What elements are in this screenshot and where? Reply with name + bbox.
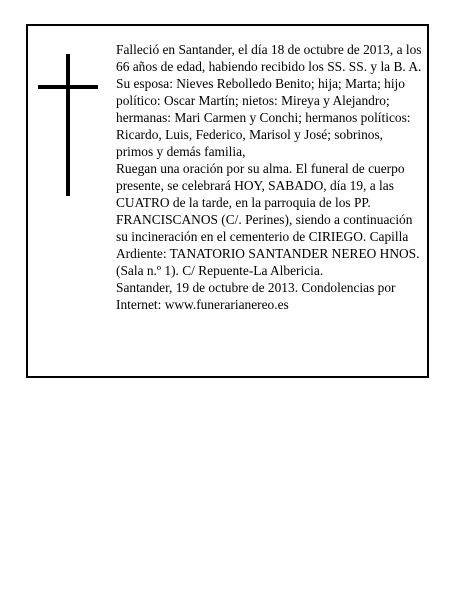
funeral-details-paragraph: Ruegan una oración por su alma. El funeral de cuerpo presente, se celebrará HOY, SABADO, día 19, a las CUATRO de la tarde, en la parroquia de los PP. FRANCISCANOS (C/. Perines), siendo a continuación su incineración en el cementerio de CIRIEGO. Capilla Ardiente: TANATORIO SANTANDER NEREO HNOS. (Sala n.º 1). C/ Repuente-La Albericia.: [116, 161, 420, 278]
death-announcement-paragraph: Falleció en Santander, el día 18 de octubre de 2013, a los 66 años de edad, habiendo recibido los SS. SS. y la B. A.: [116, 42, 422, 74]
obituary-notice: [26, 24, 429, 378]
date-condolences-paragraph: Santander, 19 de octubre de 2013. Condolencias por Internet: www.funerarianereo.es: [116, 280, 396, 312]
latin-cross-icon: [38, 54, 98, 196]
notice-text: [116, 41, 422, 313]
cross-horizontal-bar: [38, 85, 98, 89]
cross-vertical-bar: [66, 54, 70, 196]
family-paragraph: Su esposa: Nieves Rebolledo Benito; hija; Marta; hijo político: Oscar Martín; nietos: Mireya y Alejandro; hermanas: Mari Carmen y Conchi; hermanos políticos: Ricardo, Luis, Federico, Marisol y José; sobrinos, primos y demás familia,: [116, 76, 411, 159]
